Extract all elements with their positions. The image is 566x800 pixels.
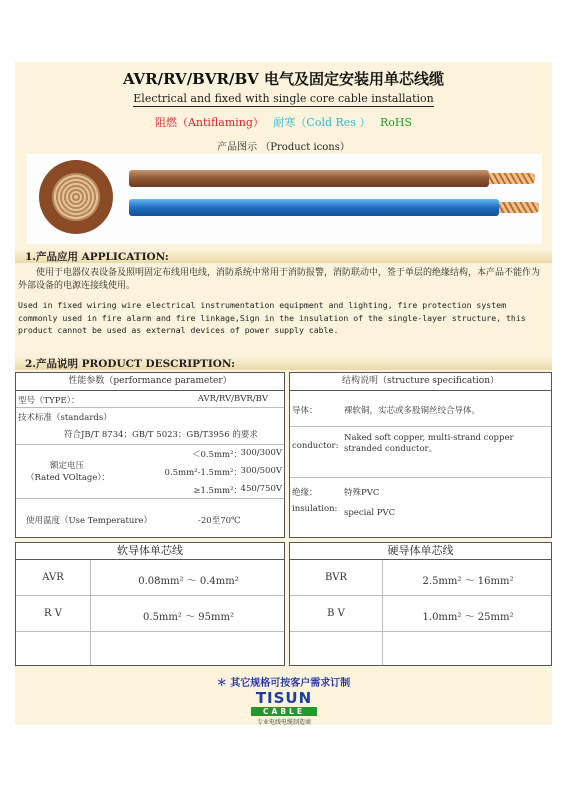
soft-range: 0.08mm² ～ 0.4mm² <box>138 576 239 587</box>
soft-table-header: 软导体单芯线 <box>16 543 284 560</box>
voltage-range: ≥1.5mm²： <box>193 486 242 496</box>
insulation-value-cn: 特殊PVC <box>344 488 380 498</box>
page-title: AVR/RV/BVR/BV 电气及固定安装用单芯线缆 <box>123 70 444 88</box>
table-row <box>290 427 551 478</box>
table-row <box>16 499 284 537</box>
table-row <box>16 408 284 445</box>
structure-table <box>289 372 552 538</box>
table-row <box>16 596 284 632</box>
voltage-range: ＜0.5mm²： <box>191 450 242 460</box>
conductor-label-en: conductor: <box>292 441 339 451</box>
hard-range: 2.5mm² ～ 16mm² <box>422 576 514 587</box>
table-row <box>290 390 551 427</box>
hard-table-header: 硬导体单芯线 <box>290 543 551 560</box>
brown-wire-image <box>129 170 489 187</box>
insulation-value-en: special PVC <box>344 508 396 518</box>
hard-conductor-table <box>289 542 552 666</box>
voltage-label-cn: 额定电压 <box>50 461 85 471</box>
tag-antiflaming: 阻燃（Antiflaming） <box>154 116 264 129</box>
performance-table <box>15 372 285 538</box>
type-label: 型号（TYPE）： <box>18 396 80 406</box>
cable-cross-section-image <box>39 160 113 234</box>
insulation-label-en: insulation: <box>292 504 338 514</box>
table-row <box>16 560 284 596</box>
voltage-value: 300/300V <box>240 448 282 458</box>
product-photo <box>27 154 542 244</box>
custom-spec-note: ＊ 其它规格可按客户需求订制 <box>216 678 351 689</box>
spec-sheet <box>15 62 552 725</box>
conductor-value-cn: 裸软铜，实芯或多股铜丝绞合导体。 <box>344 406 481 416</box>
temperature-value: -20至70℃ <box>198 516 241 526</box>
soft-model: R V <box>44 608 62 619</box>
section-description-heading: 2.产品说明 PRODUCT DESCRIPTION: <box>15 356 552 370</box>
logo-bar: CABLE <box>251 707 317 716</box>
feature-tags <box>15 114 552 130</box>
voltage-value: 450/750V <box>240 484 282 494</box>
soft-model: AVR <box>42 572 64 583</box>
type-value: AVR/RV/BVR/BV <box>197 394 268 404</box>
tag-cold-res: 耐寒（Cold Res ） <box>273 116 371 129</box>
soft-conductor-table <box>15 542 285 666</box>
application-text-cn: 使用于电器仪表设备及照明固定布线用电线，消防系统中常用于消防报警，消防联动中，签于单层的绝缘结构，本产品不能作为外部设备的电源连接线使用。 <box>18 268 541 291</box>
photo-caption: 产品图示 （Product icons） <box>217 142 350 153</box>
page-subtitle <box>15 92 552 105</box>
section-application-heading: 1.产品应用 APPLICATION: <box>15 249 552 263</box>
company-logo <box>247 690 321 726</box>
table-row <box>16 390 284 408</box>
voltage-range: 0.5mm²-1.5mm²： <box>164 468 242 478</box>
hard-range: 1.0mm² ～ 25mm² <box>422 612 514 623</box>
soft-range: 0.5mm² ～ 95mm² <box>143 612 234 623</box>
table-row <box>290 478 551 536</box>
conductor-value-en: Naked soft copper, multi-strand copper stranded conductor。 <box>344 433 514 454</box>
insulation-label-cn: 绝缘： <box>292 488 318 498</box>
standards-value: 符合JB/T 8734；GB/T 5023；GB/T3956 的要求 <box>64 430 258 440</box>
table-row <box>290 596 551 632</box>
table-row <box>290 632 551 665</box>
logo-wordmark: TISUN <box>255 689 313 707</box>
copper-core-image <box>499 202 539 213</box>
performance-header: 性能参数（performance parameter） <box>16 373 284 391</box>
logo-tagline: 专业电线电缆制造商 <box>256 719 311 726</box>
standards-label: 技术标准（standards） <box>18 413 112 423</box>
copper-core-image <box>489 173 535 184</box>
table-row <box>290 560 551 596</box>
voltage-value: 300/500V <box>240 466 282 476</box>
table-row <box>16 445 284 499</box>
hard-model: BVR <box>324 572 348 583</box>
conductor-label-cn: 导体： <box>292 406 318 416</box>
blue-wire-image <box>129 199 499 216</box>
hard-model: B V <box>327 608 345 619</box>
subtitle-text: Electrical and fixed with single core cable installation <box>133 92 434 105</box>
voltage-label-en: （Rated VOltage）： <box>26 473 111 483</box>
tag-rohs: RoHS <box>379 116 412 129</box>
temperature-label: 使用温度（Use Temperature） <box>26 516 152 526</box>
application-text-en: Used in fixed wiring wire electrical instrumentation equipment and lighting, fire protection system commonly used in fire alarm and fire linkage,Sign in the insulation of the single-layer structure, this product cannot be used as external devices of power supply cable. <box>18 300 526 335</box>
table-row <box>16 632 284 665</box>
structure-header: 结构说明（structure specification） <box>290 373 551 391</box>
